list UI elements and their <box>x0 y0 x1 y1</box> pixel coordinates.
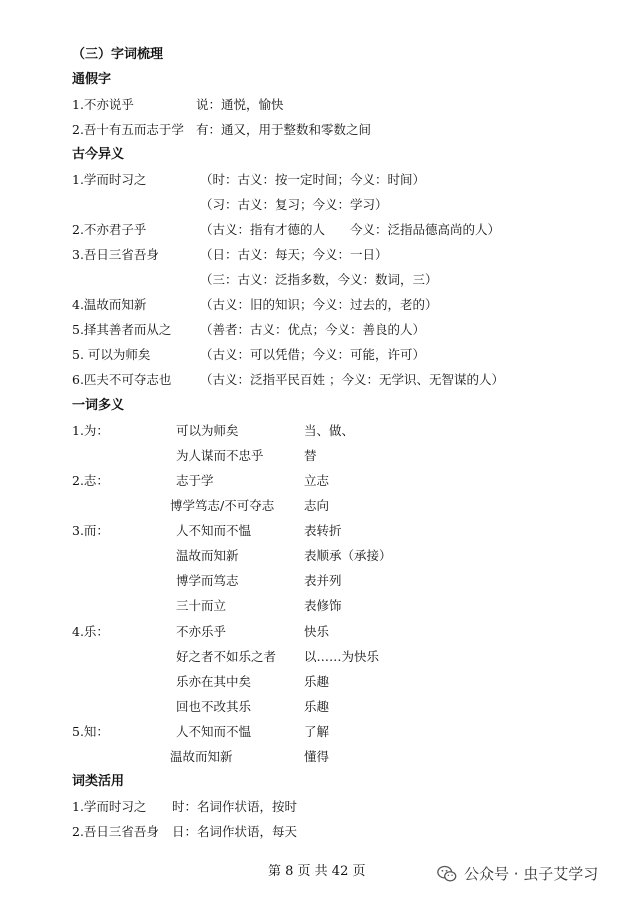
cilei-row <box>72 820 600 844</box>
gujin-row <box>72 293 600 317</box>
polysemy-word: 3.而： <box>72 523 109 538</box>
row-term: 4.温故而知新 <box>72 297 147 312</box>
polysemy-row <box>72 745 600 769</box>
polysemy-example: 博学而笃志 <box>176 573 239 588</box>
polysemy-meaning: 乐趣 <box>304 674 330 689</box>
row-term: 2.吾十有五而志于学 <box>72 122 184 137</box>
polysemy-meaning: 立志 <box>304 473 330 488</box>
polysemy-row <box>72 670 600 694</box>
polysemy-row <box>72 594 600 618</box>
watermark <box>436 862 598 886</box>
row-term: 3.吾日三省吾身 <box>72 247 159 262</box>
row-explanation: （三：古义：泛指多数，今义：数词，三） <box>200 272 438 287</box>
polysemy-meaning: 表转折 <box>304 523 342 538</box>
gujin-row <box>72 193 600 217</box>
row-term: 5.择其善者而从之 <box>72 322 172 337</box>
wechat-icon <box>436 863 458 885</box>
row-explanation: （古义：泛指平民百姓 ；今义：无学识、无智谋的人） <box>200 372 504 387</box>
polysemy-meaning: 表修饰 <box>304 598 342 613</box>
gujin-row <box>72 268 600 292</box>
polysemy-meaning: 表并列 <box>304 573 342 588</box>
row-explanation: （时：古义：按一定时间；今义：时间） <box>200 172 426 187</box>
gujin-row <box>72 218 600 242</box>
polysemy-row <box>72 569 600 593</box>
polysemy-word: 5.知： <box>72 724 109 739</box>
row-term: 1.不亦说乎 <box>72 97 134 112</box>
polysemy-example: 温故而知新 <box>176 548 239 563</box>
heading-cilei: 词类活用 <box>72 774 125 789</box>
polysemy-row <box>72 469 600 493</box>
polysemy-example: 人不知而不愠 <box>176 523 252 538</box>
polysemy-meaning: 懂得 <box>304 749 330 764</box>
polysemy-meaning: 了解 <box>304 724 330 739</box>
tongjiazi-row <box>72 93 600 117</box>
polysemy-meaning: 乐趣 <box>304 699 330 714</box>
heading-yiciduoyi: 一词多义 <box>72 398 125 413</box>
polysemy-example: 人不知而不愠 <box>176 724 252 739</box>
polysemy-meaning: 快乐 <box>304 624 330 639</box>
polysemy-example: 好之者不如乐之者 <box>176 649 277 664</box>
row-explanation: （习：古义：复习；今义：学习） <box>200 197 388 212</box>
polysemy-row <box>72 720 600 744</box>
row-explanation: 时：名词作状语，按时 <box>172 799 298 814</box>
polysemy-word: 4.乐： <box>72 624 109 639</box>
heading-gujin: 古今异义 <box>72 147 125 162</box>
polysemy-row <box>72 494 600 518</box>
gujin-row <box>72 318 600 342</box>
row-term: 2.吾日三省吾身 <box>72 824 159 839</box>
gujin-row <box>72 343 600 367</box>
heading-tongjiazi: 通假字 <box>72 72 112 87</box>
polysemy-row <box>72 519 600 543</box>
row-term: 5. 可以为师矣 <box>72 347 151 362</box>
polysemy-row <box>72 695 600 719</box>
section-title: （三）字词梳理 <box>72 47 164 62</box>
row-explanation: （古义：指有才德的人 今义：泛指品德高尚的人） <box>200 222 501 237</box>
polysemy-example: 博学笃志/不可夺志 <box>170 498 275 513</box>
gujin-row <box>72 243 600 267</box>
polysemy-example: 乐亦在其中矣 <box>176 674 252 689</box>
polysemy-example: 温故而知新 <box>170 749 233 764</box>
row-term: 6.匹夫不可夺志也 <box>72 372 172 387</box>
tongjiazi-row <box>72 118 600 142</box>
row-explanation: 有：通又，用于整数和零数之间 <box>196 122 372 137</box>
polysemy-meaning: 当、做、 <box>304 423 355 438</box>
watermark-text: 公众号 · 虫子艾学习 <box>464 865 599 883</box>
polysemy-example: 不亦乐乎 <box>176 624 227 639</box>
gujin-row <box>72 168 600 192</box>
gujin-row <box>72 368 600 392</box>
row-explanation: （日：古义：每天；今义：一日） <box>200 247 388 262</box>
polysemy-meaning: 志向 <box>304 498 330 513</box>
row-explanation: （善者：古义：优点；今义：善良的人） <box>200 322 426 337</box>
page-number: 第 8 页 共 42 页 <box>268 864 366 879</box>
row-explanation: 日：名词作状语，每天 <box>172 824 298 839</box>
polysemy-meaning: 表顺承（承接） <box>304 548 392 563</box>
polysemy-example: 回也不改其乐 <box>176 699 252 714</box>
row-explanation: （古义：可以凭借；今义：可能，许可） <box>200 347 426 362</box>
polysemy-row <box>72 645 600 669</box>
row-explanation: 说：通悦，愉快 <box>196 97 284 112</box>
polysemy-example: 为人谋而不忠乎 <box>176 448 264 463</box>
row-term: 1.学而时习之 <box>72 799 147 814</box>
polysemy-example: 可以为师矣 <box>176 423 239 438</box>
polysemy-meaning: 替 <box>304 448 317 463</box>
row-term: 2.不亦君子乎 <box>72 222 147 237</box>
row-term: 1.学而时习之 <box>72 172 147 187</box>
polysemy-word: 1.为： <box>72 423 109 438</box>
polysemy-row <box>72 544 600 568</box>
polysemy-row <box>72 620 600 644</box>
row-explanation: （古义：旧的知识；今义：过去的，老的） <box>200 297 438 312</box>
polysemy-row <box>72 444 600 468</box>
polysemy-example: 三十而立 <box>176 598 227 613</box>
cilei-row <box>72 795 600 819</box>
polysemy-example: 志于学 <box>176 473 214 488</box>
polysemy-word: 2.志： <box>72 473 109 488</box>
polysemy-row <box>72 419 600 443</box>
polysemy-meaning: 以……为快乐 <box>304 649 380 664</box>
